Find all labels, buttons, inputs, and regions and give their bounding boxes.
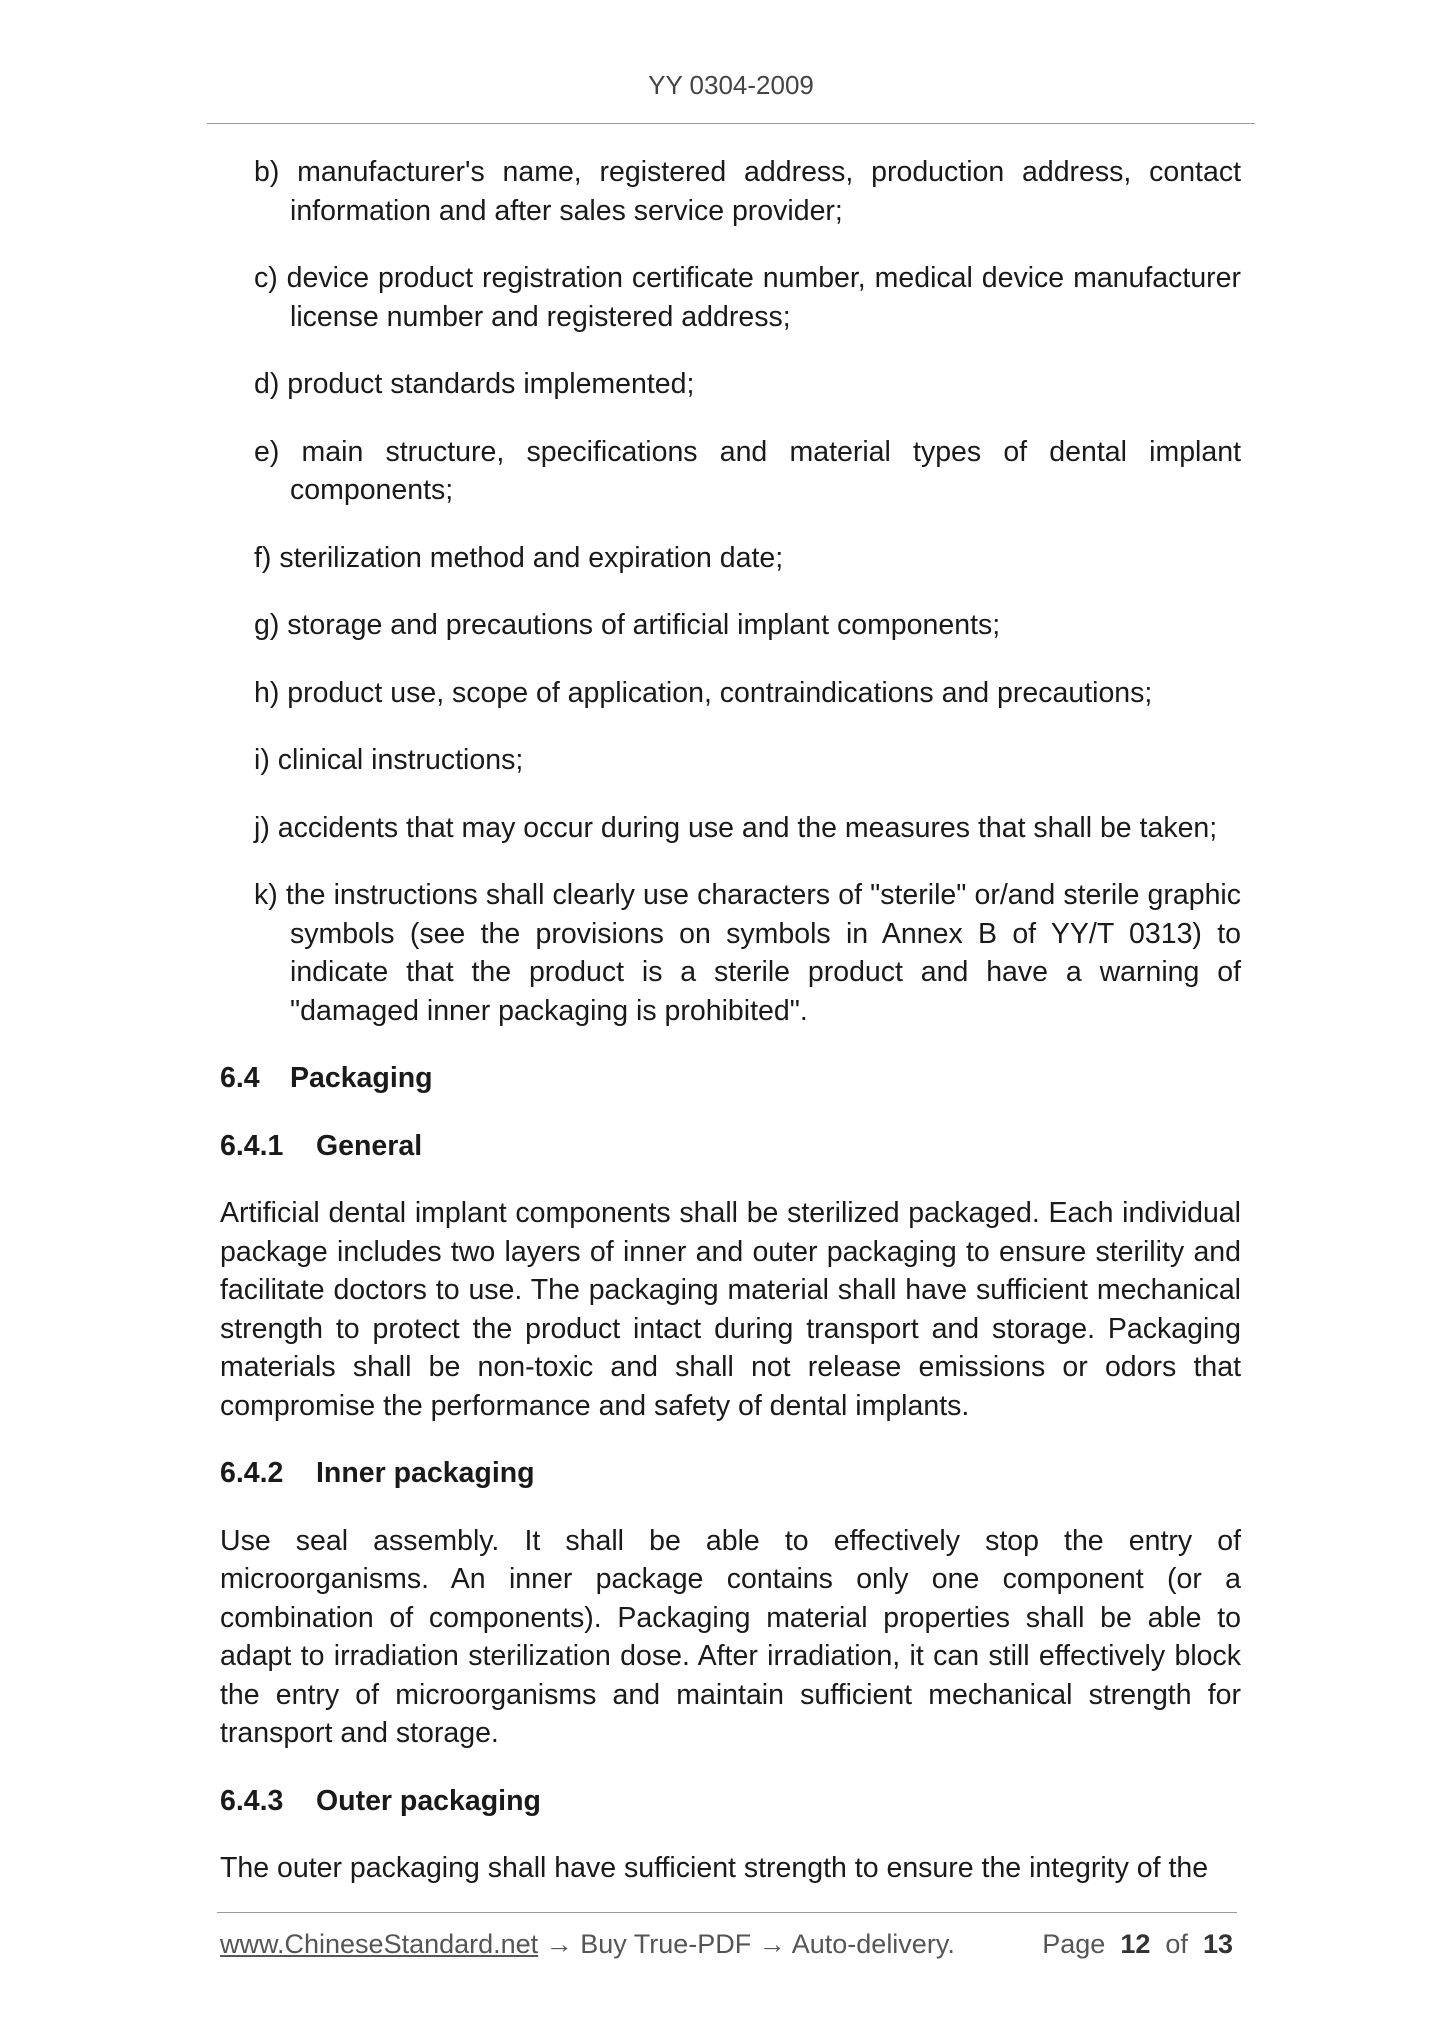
paragraph-general: Artificial dental implant components shall be sterilized packaged. Each individual package includes two layers of inner and outer packaging to ensure sterility and facilitate doctors to use. The packaging material shall have sufficient mechanical strength to protect the product intact during transport and storage. Packaging materials shall be non-toxic and shall not release emissions or odors that compromise the performance and safety of dental implants. [220, 1197, 1241, 1422]
section-number: 6.4 [220, 1062, 260, 1094]
list-item-k: k) the instructions shall clearly use characters of "sterile" or/and sterile graphic symbols (see the provisions on symbols in Annex B of YY/T 0313) to indicate that the product is a sterile product and have a warning of "damaged inner packaging is prohibited". [254, 879, 1241, 1027]
section-title: General [316, 1129, 423, 1162]
list-item-b: b) manufacturer's name, registered address, production address, contact information and after sales service provider; [254, 156, 1241, 227]
page-number: 12 [1120, 1929, 1151, 1959]
list-item-j: j) accidents that may occur during use and the measures that shall be taken; [254, 811, 1218, 844]
document-body [220, 153, 1241, 1917]
section-title: Packaging [290, 1062, 433, 1094]
page-header-title: YY 0304-2009 [648, 70, 814, 100]
list-item-d: d) product standards implemented; [254, 368, 695, 400]
section-heading-inner-packaging [220, 1454, 1241, 1493]
section-number: 6.4.3 [220, 1784, 284, 1817]
footer-tagline: → Buy True-PDF → Auto-delivery. [538, 1929, 955, 1959]
website-link[interactable]: www.ChineseStandard.net [220, 1929, 539, 1959]
footer-divider [217, 1912, 1237, 1913]
section-number: 6.4.1 [220, 1129, 284, 1162]
list-item-i: i) clinical instructions; [254, 744, 524, 776]
section-heading-packaging [220, 1059, 1241, 1098]
section-heading-outer-packaging [220, 1782, 1241, 1821]
paragraph-outer-packaging: The outer packaging shall have sufficient strength to ensure the integrity of the [220, 1852, 1209, 1884]
list-item-h: h) product use, scope of application, contraindications and precautions; [254, 676, 1153, 709]
section-title: Inner packaging [316, 1457, 535, 1489]
page-indicator [1042, 1929, 1233, 1960]
list-item-g: g) storage and precautions of artificial implant components; [254, 609, 1001, 641]
section-title: Outer packaging [316, 1784, 541, 1817]
list-item-c: c) device product registration certificate number, medical device manufacturer license number and registered address; [254, 262, 1241, 333]
header-divider [207, 123, 1255, 124]
footer-promo [220, 1929, 955, 1960]
list-item-e: e) main structure, specifications and material types of dental implant components; [254, 435, 1241, 506]
paragraph-inner-packaging: Use seal assembly. It shall be able to effectively stop the entry of microorganisms. An inner package contains only one component (or a combination of components). Packaging material properties shall be able to adapt to irradiation sterilization dose. After irradiation, it can still effectively block the entry of microorganisms and maintain sufficient mechanical strength for transport and storage. [220, 1524, 1241, 1749]
of-label: of [1165, 1929, 1188, 1959]
section-number: 6.4.2 [220, 1457, 284, 1489]
page-total: 13 [1202, 1929, 1233, 1959]
page-footer [220, 1929, 1233, 1960]
section-heading-general [220, 1127, 1241, 1166]
list-item-f: f) sterilization method and expiration date; [254, 541, 784, 574]
page-label: Page [1042, 1929, 1106, 1959]
